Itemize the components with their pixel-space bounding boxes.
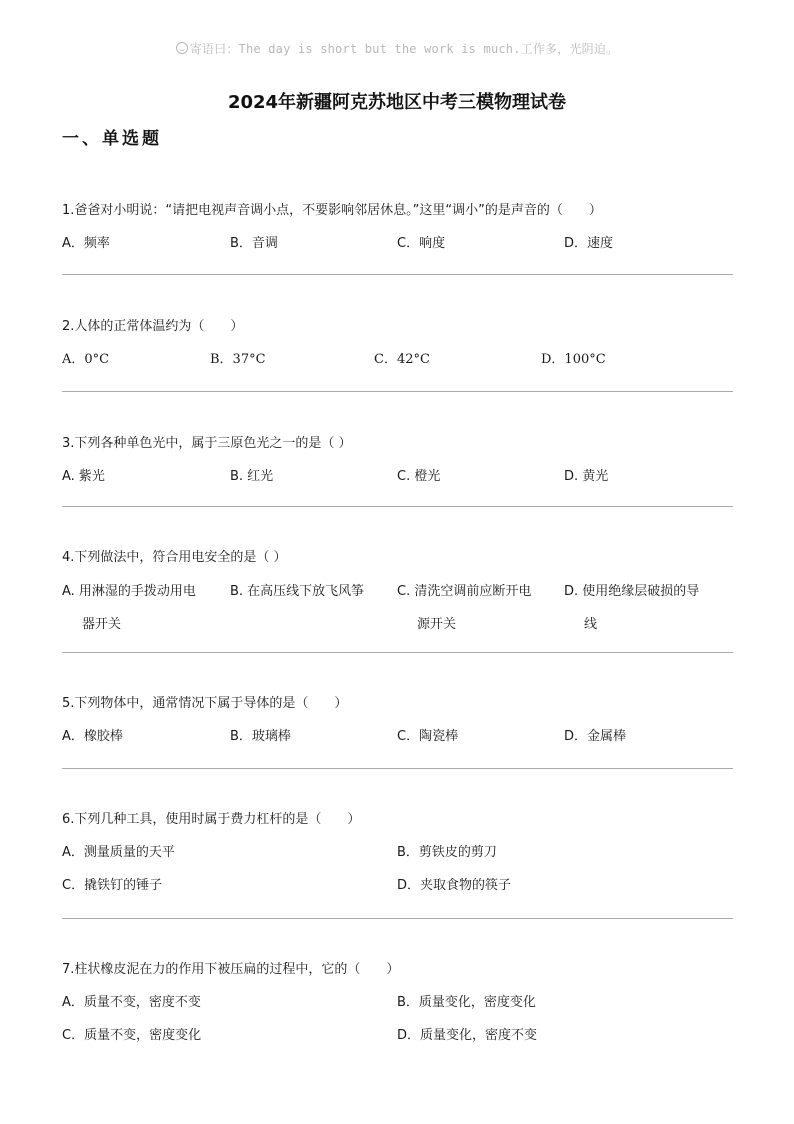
- option-b: B．玻璃棒: [230, 729, 291, 744]
- option-row: [62, 468, 734, 486]
- option-b: [230, 575, 380, 608]
- option-d: D. 黄光: [564, 469, 609, 484]
- option-row: [62, 575, 734, 641]
- divider: [62, 506, 733, 507]
- option-row: [62, 1027, 734, 1045]
- option-text: A. 用淋湿的手拨动用电: [62, 584, 196, 599]
- divider: [62, 274, 733, 275]
- question-3: [62, 435, 734, 486]
- option-b: B．质量变化，密度变化: [397, 995, 536, 1010]
- option-text: C. 清洗空调前应断开电: [397, 584, 532, 599]
- question-stem: 7.柱状橡皮泥在力的作用下被压扁的过程中，它的（ ）: [62, 962, 400, 977]
- question-1: [62, 202, 734, 253]
- question-stem: 3.下列各种单色光中，属于三原色光之一的是（ ）: [62, 436, 352, 451]
- option-row: [62, 728, 734, 746]
- question-2: [62, 318, 734, 369]
- question-7: [62, 961, 734, 1045]
- option-row: [62, 351, 734, 369]
- option-d: D．夹取食物的筷子: [397, 878, 512, 893]
- option-row: [62, 235, 734, 253]
- option-d: D．100°C: [541, 352, 606, 367]
- option-text-continued: 器开关: [82, 617, 122, 632]
- question-stem: 4.下列做法中，符合用电安全的是（ ）: [62, 550, 287, 565]
- option-row: [62, 994, 734, 1012]
- smiley-icon: [176, 42, 188, 54]
- option-row: [62, 844, 734, 862]
- option-c: C．撬铁钉的锤子: [62, 878, 163, 893]
- option-c: C．42°C: [374, 352, 430, 367]
- divider: [62, 768, 733, 769]
- option-b: B. 红光: [230, 469, 274, 484]
- divider: [62, 652, 733, 653]
- option-d: D．金属棒: [564, 729, 627, 744]
- option-c: C. 橙光: [397, 469, 441, 484]
- option-b: B．剪铁皮的剪刀: [397, 845, 497, 860]
- header-motto: [0, 40, 794, 57]
- option-a: [62, 575, 212, 641]
- option-c: C．响度: [397, 236, 446, 251]
- option-text: D. 使用绝缘层破损的导: [564, 584, 700, 599]
- option-d: D．质量变化，密度不变: [397, 1028, 538, 1043]
- option-c: C．陶瓷棒: [397, 729, 459, 744]
- option-text-continued: 源开关: [417, 617, 457, 632]
- option-a: A．频率: [62, 236, 110, 251]
- section-heading: 一、单选题: [62, 129, 162, 149]
- option-text-continued: 线: [584, 617, 598, 632]
- option-b: B．37°C: [210, 352, 266, 367]
- option-d: D．速度: [564, 236, 614, 251]
- option-a: A．0°C: [62, 352, 110, 367]
- question-stem: 5.下列物体中，通常情况下属于导体的是（ ）: [62, 696, 348, 711]
- page-title: 2024年新疆阿克苏地区中考三模物理试卷: [227, 92, 567, 113]
- divider: [62, 918, 733, 919]
- option-d: [564, 575, 714, 641]
- question-4: [62, 549, 734, 641]
- option-text: B. 在高压线下放飞风筝: [230, 584, 365, 599]
- divider: [62, 391, 733, 392]
- question-6: [62, 811, 734, 895]
- option-c: [397, 575, 547, 641]
- option-a: A．测量质量的天平: [62, 845, 175, 860]
- option-a: A．质量不变，密度不变: [62, 995, 201, 1010]
- option-row: [62, 877, 734, 895]
- motto-text: 寄语曰：The day is short but the work is much.工作多，光阴迫。: [189, 42, 619, 56]
- option-b: B．音调: [230, 236, 278, 251]
- option-a: A. 紫光: [62, 469, 105, 484]
- question-5: [62, 695, 734, 746]
- question-stem: 1.爸爸对小明说：“请把电视声音调小点，不要影响邻居休息。”这里“调小”的是声音的（ ）: [62, 203, 602, 218]
- option-a: A．橡胶棒: [62, 729, 123, 744]
- question-stem: 2.人体的正常体温约为（ ）: [62, 319, 244, 334]
- option-c: C．质量不变，密度变化: [62, 1028, 202, 1043]
- question-stem: 6.下列几种工具，使用时属于费力杠杆的是（ ）: [62, 812, 361, 827]
